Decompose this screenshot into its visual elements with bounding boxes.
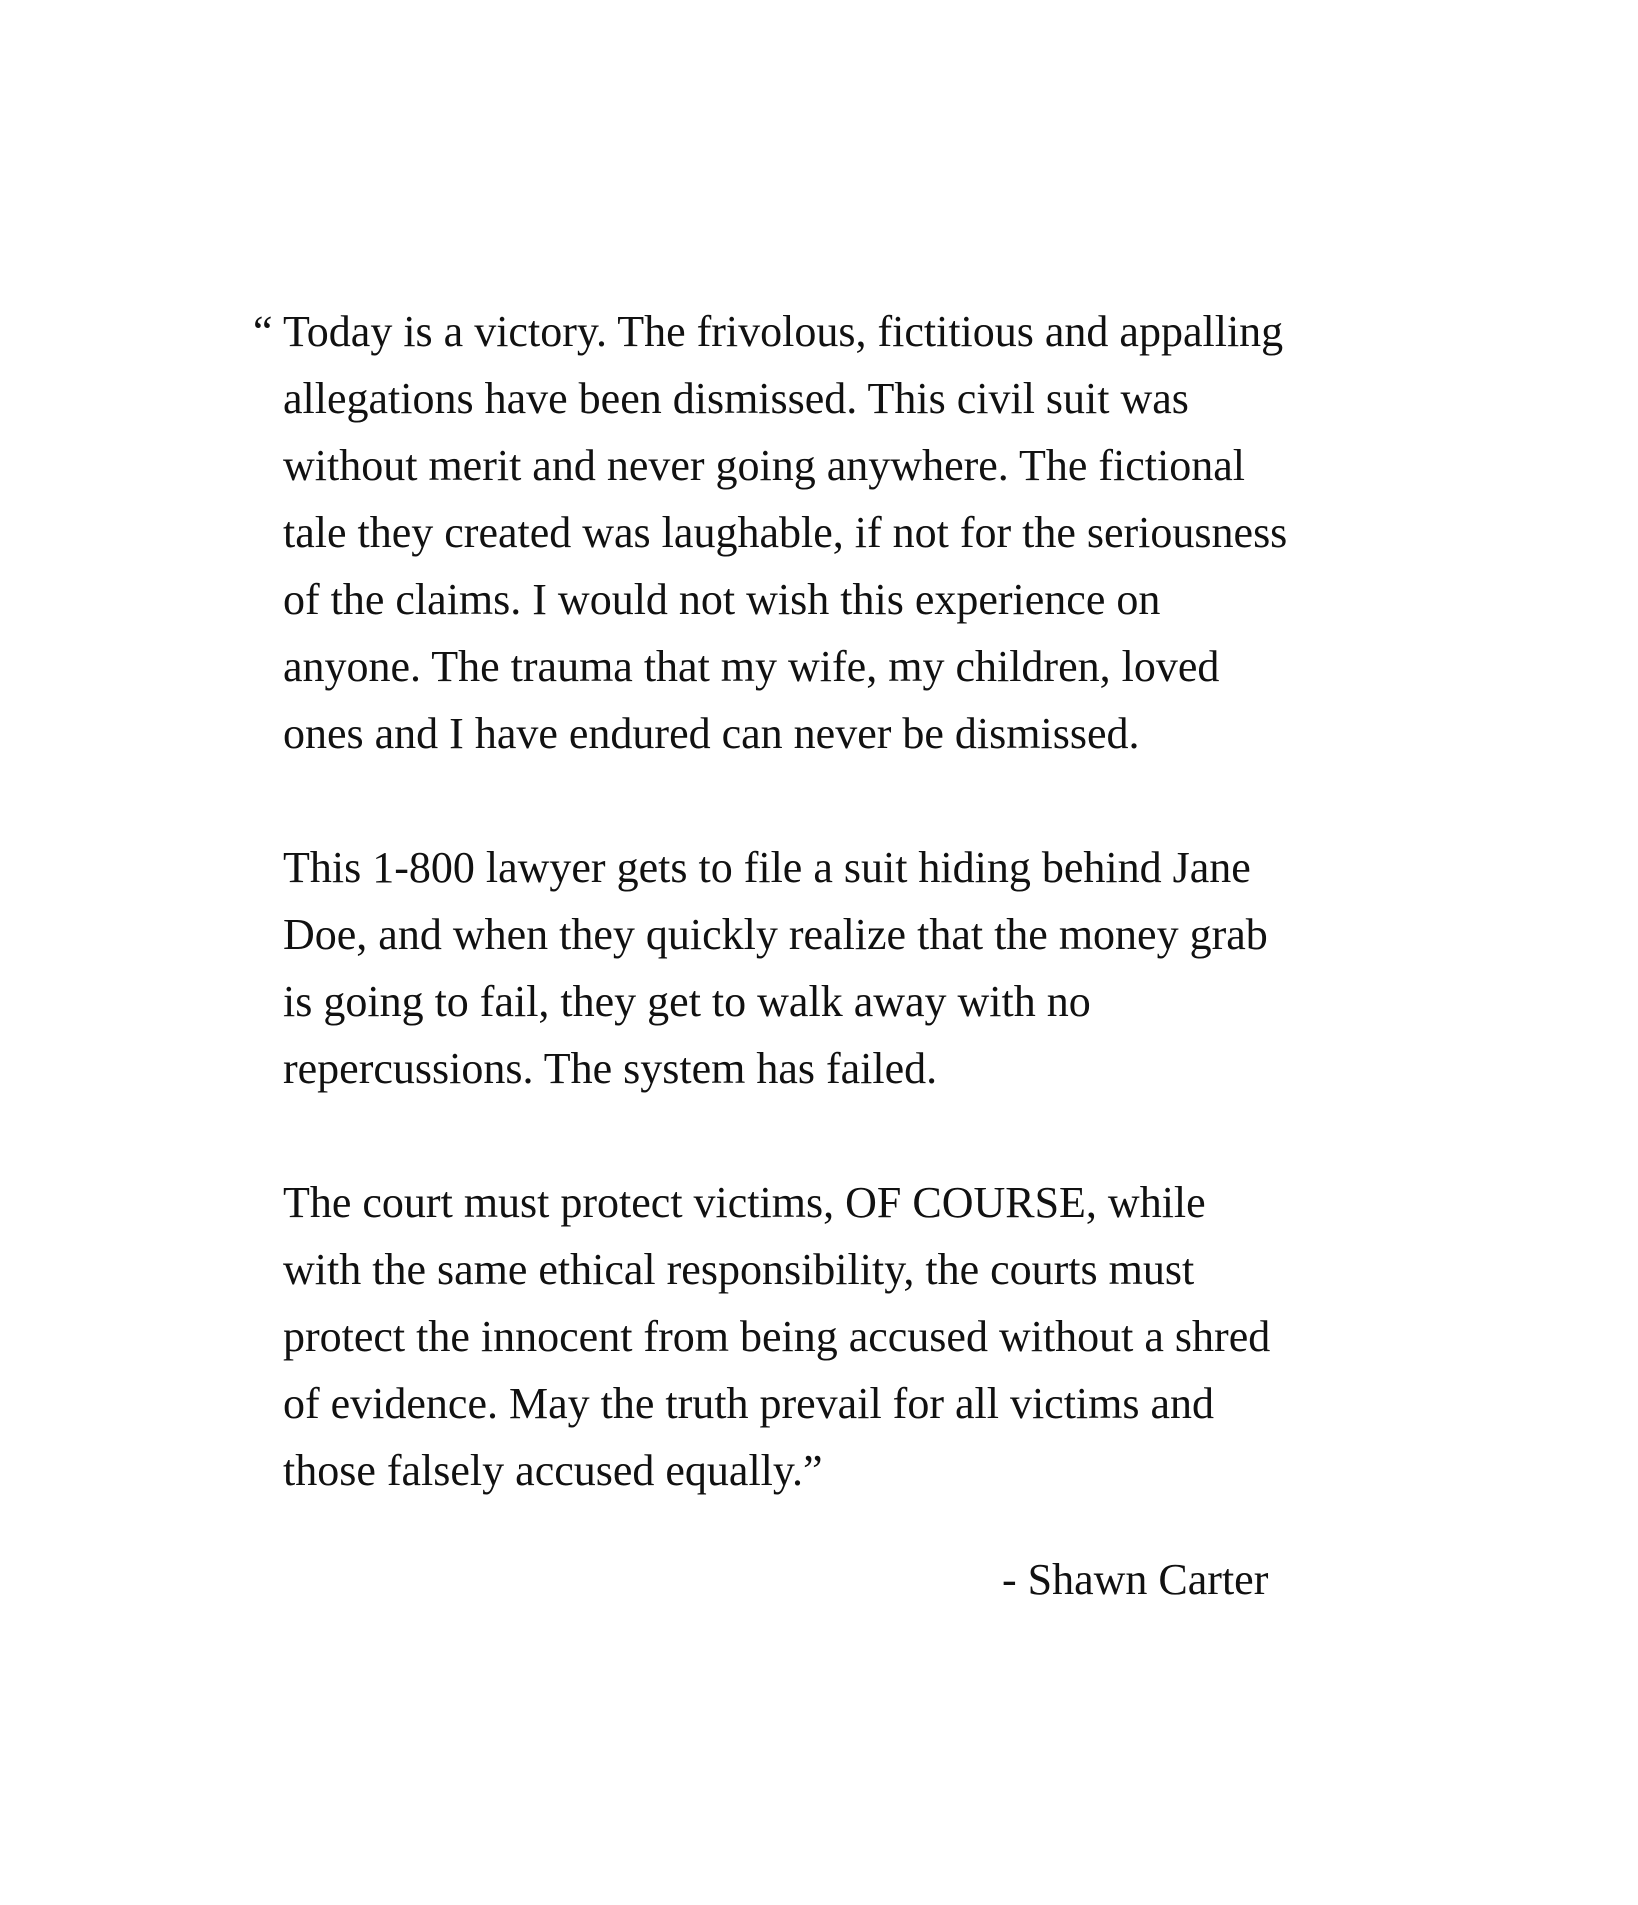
text-line: Doe, and when they quickly realize that the money grab (283, 910, 1268, 959)
paragraph-2 (0, 834, 1638, 1102)
signature: - Shawn Carter (1002, 1555, 1269, 1604)
text-line: Today is a victory. The frivolous, fictitious and appalling (283, 307, 1284, 356)
text-line: The court must protect victims, OF COURSE, while (283, 1178, 1206, 1227)
paragraph-3 (0, 1169, 1638, 1504)
text-line: those falsely accused equally.” (283, 1446, 823, 1495)
text-line: without merit and never going anywhere. The fictional (283, 441, 1246, 490)
open-quote-mark: “ (253, 307, 273, 356)
text-line: of evidence. May the truth prevail for all victims and (283, 1379, 1215, 1428)
text-line: protect the innocent from being accused without a shred (283, 1312, 1271, 1361)
text-line: anyone. The trauma that my wife, my children, loved (283, 642, 1220, 691)
text-line: repercussions. The system has failed. (283, 1044, 938, 1093)
text-line: ones and I have endured can never be dismissed. (283, 709, 1140, 758)
text-line: is going to fail, they get to walk away with no (283, 977, 1091, 1026)
paragraph-1 (0, 298, 1638, 767)
statement-quote (0, 298, 1638, 1504)
paragraph-gap (0, 1102, 1638, 1169)
paragraph-gap (0, 767, 1638, 834)
text-line: of the claims. I would not wish this experience on (283, 575, 1161, 624)
text-line: with the same ethical responsibility, the courts must (283, 1245, 1195, 1294)
text-line: allegations have been dismissed. This civil suit was (283, 374, 1189, 423)
text-line: This 1-800 lawyer gets to file a suit hiding behind Jane (283, 843, 1251, 892)
text-line: tale they created was laughable, if not for the seriousness (283, 508, 1288, 557)
